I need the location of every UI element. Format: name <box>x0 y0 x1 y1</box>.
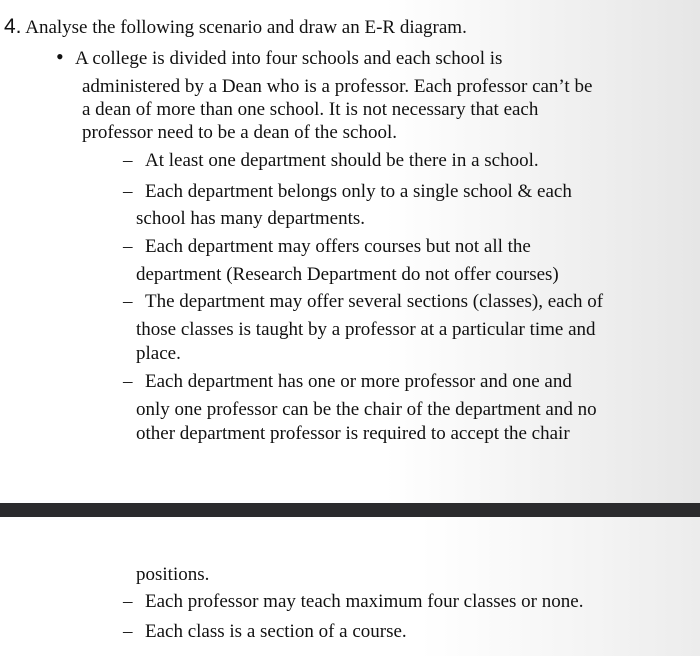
list-item-line: place. <box>136 343 181 364</box>
bullet-icon: • <box>56 44 64 69</box>
continuation-line: positions. <box>136 564 210 585</box>
dash-icon: – <box>123 621 133 642</box>
list-item-line: The department may offer several sections (classes), each of <box>145 291 604 312</box>
list-item-line: Each professor may teach maximum four classes or none. <box>145 591 584 612</box>
bullet-line: a dean of more than one school. It is not necessary that each <box>82 99 539 120</box>
dash-icon: – <box>123 591 133 612</box>
dash-icon: – <box>123 150 133 171</box>
question-number: 4. <box>4 15 22 38</box>
list-item-line: Each department belongs only to a single school & each <box>145 181 572 202</box>
list-item-line: only one professor can be the chair of the department and no <box>136 399 597 420</box>
list-item-line: Each department may offers courses but not all the <box>145 236 531 257</box>
list-item-line: department (Research Department do not offer courses) <box>136 264 559 285</box>
list-item-line: those classes is taught by a professor at a particular time and <box>136 319 596 340</box>
bullet-line: A college is divided into four schools and each school is <box>75 48 503 69</box>
bullet-line: professor need to be a dean of the school. <box>82 122 397 143</box>
dash-icon: – <box>123 236 133 257</box>
list-item-line: Each class is a section of a course. <box>145 621 407 642</box>
list-item-line: other department professor is required to accept the chair <box>136 423 570 444</box>
dash-icon: – <box>123 181 133 202</box>
dash-icon: – <box>123 291 133 312</box>
dash-icon: – <box>123 371 133 392</box>
list-item-line: At least one department should be there in a school. <box>145 150 539 171</box>
bullet-line: administered by a Dean who is a professor. Each professor can’t be <box>82 76 593 97</box>
page-separator-band <box>0 503 700 517</box>
question-title: Analyse the following scenario and draw an E-R diagram. <box>25 17 467 38</box>
question-heading <box>4 15 467 39</box>
list-item-line: Each department has one or more professor and one and <box>145 371 572 392</box>
list-item-line: school has many departments. <box>136 208 366 229</box>
